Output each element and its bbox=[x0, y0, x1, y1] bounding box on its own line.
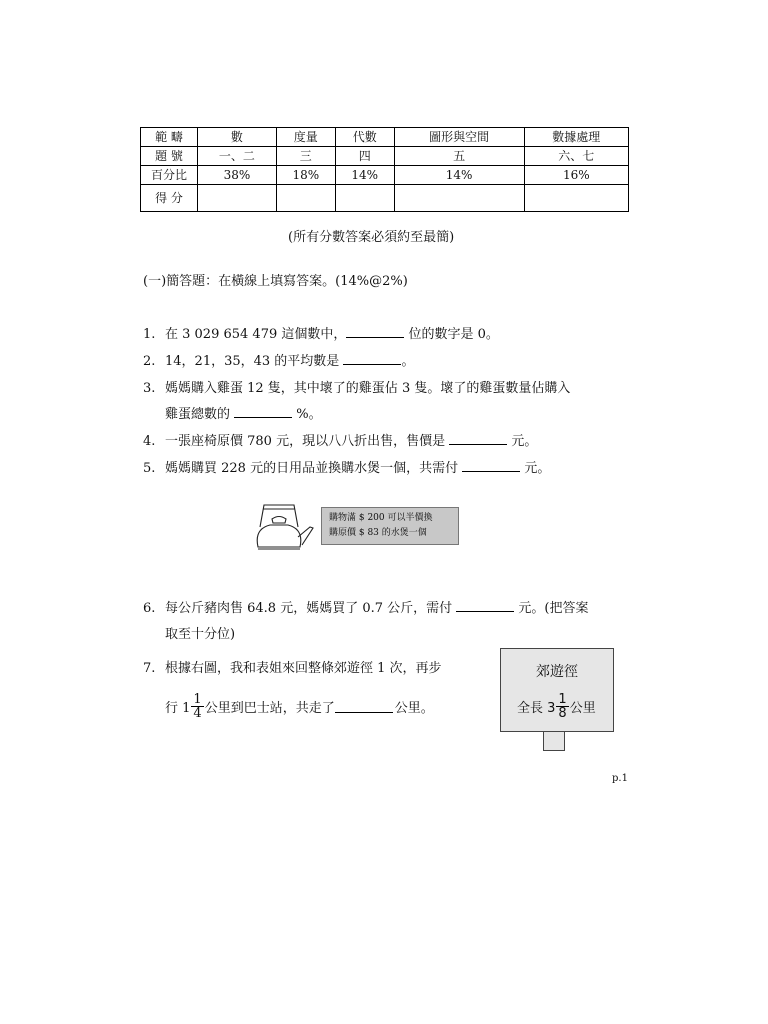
promotion-box bbox=[321, 507, 459, 545]
section-title: (一)簡答題：在橫線上填寫答案。(14%@2%) bbox=[143, 274, 408, 289]
sign-text: 全長 3 bbox=[517, 701, 556, 716]
answer-blank[interactable] bbox=[346, 325, 404, 338]
question-text: 元。 bbox=[520, 461, 551, 476]
instruction-note: (所有分數答案必須約至最簡) bbox=[288, 230, 455, 245]
trail-sign bbox=[500, 648, 614, 732]
table-cell: 圖形與空間 bbox=[394, 128, 524, 147]
table-cell: 一、二 bbox=[198, 147, 277, 166]
question-text: 取至十分位) bbox=[165, 627, 236, 642]
fraction-numerator: 1 bbox=[193, 692, 202, 707]
table-cell: 五 bbox=[394, 147, 524, 166]
question-text: 媽媽購入雞蛋 12 隻，其中壞了的雞蛋佔 3 隻。壞了的雞蛋數量佔購入 bbox=[165, 381, 571, 396]
question-text: 每公斤豬肉售 64.8 元，媽媽買了 0.7 公斤，需付 bbox=[165, 601, 457, 616]
answer-blank[interactable] bbox=[462, 459, 520, 472]
question-text: 公里到巴士站，共走了 bbox=[204, 701, 335, 716]
kettle-icon bbox=[250, 497, 320, 557]
question-6 bbox=[143, 597, 589, 616]
table-cell: 14% bbox=[394, 166, 524, 185]
sign-length bbox=[517, 693, 596, 720]
sign-post bbox=[543, 731, 565, 751]
question-text: 在 3 029 654 479 這個數中， bbox=[165, 327, 347, 342]
score-entry-cell[interactable] bbox=[198, 185, 277, 212]
answer-blank[interactable] bbox=[234, 405, 292, 418]
question-text: 元。 bbox=[507, 434, 538, 449]
table-cell: 18% bbox=[276, 166, 335, 185]
question-number: 1. bbox=[143, 327, 156, 342]
question-text: 。 bbox=[401, 354, 415, 369]
answer-blank[interactable] bbox=[456, 599, 514, 612]
page-number: p.1 bbox=[612, 773, 628, 784]
table-cell: 數據處理 bbox=[524, 128, 628, 147]
fraction-numerator: 1 bbox=[558, 692, 567, 707]
table-row bbox=[141, 185, 629, 212]
promotion-line: 購物滿 $ 200 可以半價換 bbox=[329, 513, 433, 523]
table-cell: 四 bbox=[335, 147, 394, 166]
question-7 bbox=[143, 657, 442, 676]
score-table bbox=[140, 127, 629, 212]
question-5 bbox=[143, 457, 550, 476]
score-entry-cell[interactable] bbox=[394, 185, 524, 212]
answer-blank[interactable] bbox=[343, 352, 401, 365]
table-cell: 16% bbox=[524, 166, 628, 185]
fraction-denominator: 4 bbox=[193, 706, 202, 721]
question-6-line-2 bbox=[165, 623, 235, 642]
question-text: 元。(把答案 bbox=[514, 601, 589, 616]
question-text: 公里。 bbox=[394, 701, 434, 716]
table-cell: 得 分 bbox=[141, 185, 198, 212]
question-text: 一張座椅原價 780 元，現以八八折出售，售價是 bbox=[165, 434, 450, 449]
table-cell: 代數 bbox=[335, 128, 394, 147]
table-cell: 三 bbox=[276, 147, 335, 166]
question-3 bbox=[143, 377, 570, 396]
table-cell: 範 疇 bbox=[141, 128, 198, 147]
question-number: 3. bbox=[143, 381, 156, 396]
table-cell: 數 bbox=[198, 128, 277, 147]
table-row bbox=[141, 147, 629, 166]
promotion-line: 購原價 $ 83 的水煲一個 bbox=[329, 528, 427, 538]
sign-title: 郊遊徑 bbox=[536, 664, 578, 680]
question-text: 行 1 bbox=[165, 701, 191, 716]
question-1 bbox=[143, 323, 499, 342]
table-row bbox=[141, 128, 629, 147]
sign-text: 公里 bbox=[569, 701, 596, 716]
question-number: 7. bbox=[143, 661, 156, 676]
question-2 bbox=[143, 350, 414, 369]
answer-blank[interactable] bbox=[449, 432, 507, 445]
question-3-line-2 bbox=[165, 403, 322, 422]
table-row bbox=[141, 166, 629, 185]
table-cell: 百分比 bbox=[141, 166, 198, 185]
question-number: 2. bbox=[143, 354, 156, 369]
score-entry-cell[interactable] bbox=[524, 185, 628, 212]
fraction bbox=[556, 693, 568, 720]
fraction-denominator: 8 bbox=[558, 706, 567, 721]
answer-blank[interactable] bbox=[335, 700, 393, 713]
table-cell: 度量 bbox=[276, 128, 335, 147]
question-7-line-2 bbox=[165, 693, 434, 720]
table-cell: 六、七 bbox=[524, 147, 628, 166]
question-text: 14，21，35，43 的平均數是 bbox=[165, 354, 344, 369]
question-4 bbox=[143, 430, 537, 449]
score-entry-cell[interactable] bbox=[335, 185, 394, 212]
question-number: 5. bbox=[143, 461, 156, 476]
score-entry-cell[interactable] bbox=[276, 185, 335, 212]
question-text: %。 bbox=[292, 407, 322, 422]
question-number: 6. bbox=[143, 601, 156, 616]
question-number: 4. bbox=[143, 434, 156, 449]
question-text: 位的數字是 0。 bbox=[404, 327, 499, 342]
fraction bbox=[191, 693, 203, 720]
table-cell: 38% bbox=[198, 166, 277, 185]
table-cell: 14% bbox=[335, 166, 394, 185]
question-text: 雞蛋總數的 bbox=[165, 407, 235, 422]
question-text: 媽媽購買 228 元的日用品並換購水煲一個，共需付 bbox=[165, 461, 463, 476]
question-text: 根據右圖，我和表姐來回整條郊遊徑 1 次，再步 bbox=[165, 661, 442, 676]
table-cell: 題 號 bbox=[141, 147, 198, 166]
